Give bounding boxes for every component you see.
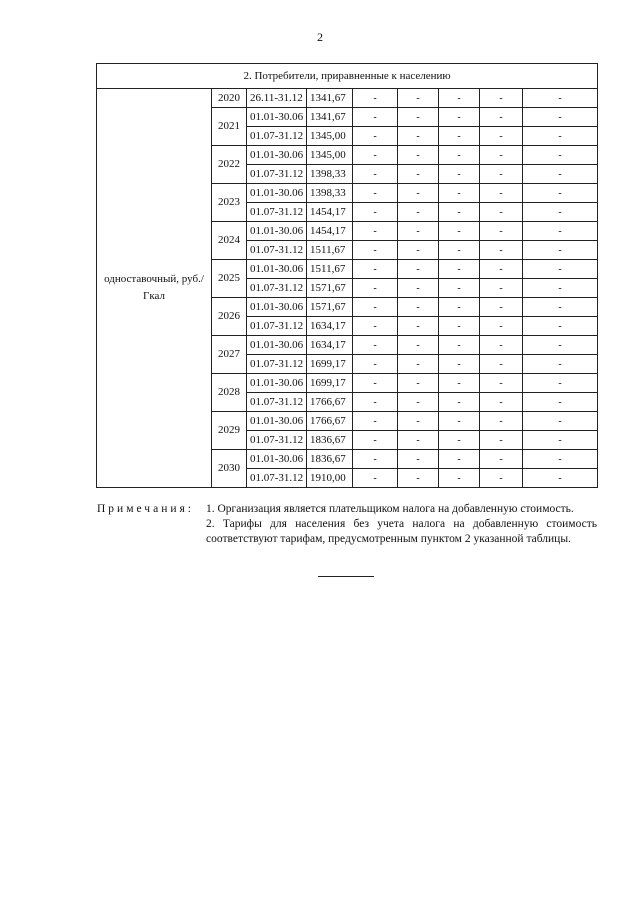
tariff-row bbox=[97, 89, 598, 108]
empty-value-cell: - bbox=[439, 336, 480, 355]
empty-value-cell: - bbox=[439, 469, 480, 488]
empty-value-cell: - bbox=[480, 431, 523, 450]
empty-value-cell: - bbox=[439, 298, 480, 317]
year-cell: 2021 bbox=[212, 108, 247, 146]
tariff-value-cell: 1699,17 bbox=[307, 355, 353, 374]
empty-value-cell: - bbox=[480, 355, 523, 374]
empty-value-cell: - bbox=[398, 260, 439, 279]
empty-value-cell: - bbox=[523, 412, 598, 431]
empty-value-cell: - bbox=[523, 355, 598, 374]
empty-value-cell: - bbox=[480, 469, 523, 488]
empty-value-cell: - bbox=[480, 165, 523, 184]
empty-value-cell: - bbox=[353, 393, 398, 412]
empty-value-cell: - bbox=[523, 431, 598, 450]
period-cell: 01.01-30.06 bbox=[247, 336, 307, 355]
empty-value-cell: - bbox=[480, 450, 523, 469]
empty-value-cell: - bbox=[398, 374, 439, 393]
empty-value-cell: - bbox=[523, 127, 598, 146]
empty-value-cell: - bbox=[523, 317, 598, 336]
empty-value-cell: - bbox=[353, 108, 398, 127]
empty-value-cell: - bbox=[398, 412, 439, 431]
period-cell: 01.01-30.06 bbox=[247, 222, 307, 241]
empty-value-cell: - bbox=[353, 260, 398, 279]
empty-value-cell: - bbox=[439, 355, 480, 374]
empty-value-cell: - bbox=[523, 298, 598, 317]
empty-value-cell: - bbox=[480, 127, 523, 146]
empty-value-cell: - bbox=[480, 279, 523, 298]
empty-value-cell: - bbox=[439, 279, 480, 298]
empty-value-cell: - bbox=[480, 393, 523, 412]
tariff-table bbox=[96, 63, 598, 488]
empty-value-cell: - bbox=[353, 450, 398, 469]
empty-value-cell: - bbox=[398, 279, 439, 298]
empty-value-cell: - bbox=[523, 374, 598, 393]
empty-value-cell: - bbox=[523, 336, 598, 355]
tariff-value-cell: 1766,67 bbox=[307, 412, 353, 431]
year-cell: 2022 bbox=[212, 146, 247, 184]
year-cell: 2028 bbox=[212, 374, 247, 412]
empty-value-cell: - bbox=[480, 89, 523, 108]
year-cell: 2025 bbox=[212, 260, 247, 298]
unit-label: одноставочный, руб./Гкал bbox=[97, 89, 212, 488]
empty-value-cell: - bbox=[480, 108, 523, 127]
period-cell: 01.01-30.06 bbox=[247, 146, 307, 165]
empty-value-cell: - bbox=[439, 222, 480, 241]
empty-value-cell: - bbox=[523, 393, 598, 412]
empty-value-cell: - bbox=[523, 450, 598, 469]
tariff-value-cell: 1341,67 bbox=[307, 108, 353, 127]
tariff-value-cell: 1398,33 bbox=[307, 165, 353, 184]
empty-value-cell: - bbox=[398, 203, 439, 222]
empty-value-cell: - bbox=[353, 222, 398, 241]
period-cell: 01.07-31.12 bbox=[247, 165, 307, 184]
tariff-value-cell: 1454,17 bbox=[307, 203, 353, 222]
empty-value-cell: - bbox=[523, 260, 598, 279]
year-cell: 2020 bbox=[212, 89, 247, 108]
empty-value-cell: - bbox=[480, 260, 523, 279]
tariff-value-cell: 1341,67 bbox=[307, 89, 353, 108]
section-title: 2. Потребители, приравненные к населению bbox=[97, 64, 598, 89]
empty-value-cell: - bbox=[353, 355, 398, 374]
year-cell: 2030 bbox=[212, 450, 247, 488]
empty-value-cell: - bbox=[398, 108, 439, 127]
empty-value-cell: - bbox=[398, 165, 439, 184]
empty-value-cell: - bbox=[523, 241, 598, 260]
empty-value-cell: - bbox=[480, 203, 523, 222]
empty-value-cell: - bbox=[398, 450, 439, 469]
period-cell: 01.07-31.12 bbox=[247, 203, 307, 222]
tariff-value-cell: 1345,00 bbox=[307, 127, 353, 146]
empty-value-cell: - bbox=[398, 184, 439, 203]
note-item-1: 1. Организация является плательщиком налога на добавленную стоимость. bbox=[206, 503, 574, 515]
empty-value-cell: - bbox=[480, 374, 523, 393]
period-cell: 01.01-30.06 bbox=[247, 298, 307, 317]
empty-value-cell: - bbox=[439, 89, 480, 108]
empty-value-cell: - bbox=[353, 298, 398, 317]
period-cell: 01.01-30.06 bbox=[247, 184, 307, 203]
empty-value-cell: - bbox=[353, 279, 398, 298]
empty-value-cell: - bbox=[439, 374, 480, 393]
period-cell: 01.07-31.12 bbox=[247, 317, 307, 336]
empty-value-cell: - bbox=[353, 127, 398, 146]
empty-value-cell: - bbox=[523, 89, 598, 108]
empty-value-cell: - bbox=[480, 241, 523, 260]
empty-value-cell: - bbox=[398, 317, 439, 336]
tariff-value-cell: 1634,17 bbox=[307, 336, 353, 355]
empty-value-cell: - bbox=[523, 469, 598, 488]
empty-value-cell: - bbox=[439, 203, 480, 222]
empty-value-cell: - bbox=[353, 165, 398, 184]
tariff-value-cell: 1836,67 bbox=[307, 450, 353, 469]
empty-value-cell: - bbox=[523, 222, 598, 241]
tariff-value-cell: 1571,67 bbox=[307, 298, 353, 317]
empty-value-cell: - bbox=[353, 317, 398, 336]
tariff-value-cell: 1699,17 bbox=[307, 374, 353, 393]
empty-value-cell: - bbox=[398, 127, 439, 146]
period-cell: 01.01-30.06 bbox=[247, 374, 307, 393]
tariff-value-cell: 1836,67 bbox=[307, 431, 353, 450]
empty-value-cell: - bbox=[353, 203, 398, 222]
year-cell: 2023 bbox=[212, 184, 247, 222]
empty-value-cell: - bbox=[439, 127, 480, 146]
empty-value-cell: - bbox=[439, 450, 480, 469]
empty-value-cell: - bbox=[523, 146, 598, 165]
empty-value-cell: - bbox=[439, 412, 480, 431]
empty-value-cell: - bbox=[353, 431, 398, 450]
empty-value-cell: - bbox=[353, 241, 398, 260]
period-cell: 01.07-31.12 bbox=[247, 241, 307, 260]
empty-value-cell: - bbox=[398, 431, 439, 450]
period-cell: 01.01-30.06 bbox=[247, 450, 307, 469]
empty-value-cell: - bbox=[398, 355, 439, 374]
period-cell: 01.01-30.06 bbox=[247, 412, 307, 431]
empty-value-cell: - bbox=[353, 89, 398, 108]
empty-value-cell: - bbox=[439, 146, 480, 165]
empty-value-cell: - bbox=[398, 336, 439, 355]
empty-value-cell: - bbox=[480, 336, 523, 355]
tariff-value-cell: 1910,00 bbox=[307, 469, 353, 488]
empty-value-cell: - bbox=[439, 184, 480, 203]
empty-value-cell: - bbox=[480, 222, 523, 241]
empty-value-cell: - bbox=[353, 336, 398, 355]
empty-value-cell: - bbox=[480, 184, 523, 203]
tariff-value-cell: 1345,00 bbox=[307, 146, 353, 165]
empty-value-cell: - bbox=[398, 146, 439, 165]
empty-value-cell: - bbox=[398, 241, 439, 260]
notes-label: Примечания: bbox=[97, 503, 194, 515]
empty-value-cell: - bbox=[439, 241, 480, 260]
closing-rule bbox=[318, 576, 374, 577]
empty-value-cell: - bbox=[398, 469, 439, 488]
empty-value-cell: - bbox=[398, 89, 439, 108]
period-cell: 01.07-31.12 bbox=[247, 469, 307, 488]
period-cell: 01.07-31.12 bbox=[247, 393, 307, 412]
empty-value-cell: - bbox=[398, 393, 439, 412]
empty-value-cell: - bbox=[439, 165, 480, 184]
empty-value-cell: - bbox=[439, 431, 480, 450]
empty-value-cell: - bbox=[480, 412, 523, 431]
empty-value-cell: - bbox=[439, 260, 480, 279]
period-cell: 01.01-30.06 bbox=[247, 108, 307, 127]
tariff-value-cell: 1634,17 bbox=[307, 317, 353, 336]
page-number: 2 bbox=[317, 30, 323, 44]
empty-value-cell: - bbox=[523, 203, 598, 222]
empty-value-cell: - bbox=[398, 222, 439, 241]
period-cell: 01.01-30.06 bbox=[247, 260, 307, 279]
empty-value-cell: - bbox=[523, 184, 598, 203]
empty-value-cell: - bbox=[523, 279, 598, 298]
period-cell: 01.07-31.12 bbox=[247, 127, 307, 146]
period-cell: 26.11-31.12 bbox=[247, 89, 307, 108]
empty-value-cell: - bbox=[439, 108, 480, 127]
empty-value-cell: - bbox=[353, 374, 398, 393]
year-cell: 2029 bbox=[212, 412, 247, 450]
tariff-value-cell: 1571,67 bbox=[307, 279, 353, 298]
empty-value-cell: - bbox=[353, 469, 398, 488]
period-cell: 01.07-31.12 bbox=[247, 355, 307, 374]
tariff-value-cell: 1454,17 bbox=[307, 222, 353, 241]
period-cell: 01.07-31.12 bbox=[247, 431, 307, 450]
period-cell: 01.07-31.12 bbox=[247, 279, 307, 298]
empty-value-cell: - bbox=[523, 165, 598, 184]
tariff-value-cell: 1511,67 bbox=[307, 260, 353, 279]
empty-value-cell: - bbox=[439, 393, 480, 412]
empty-value-cell: - bbox=[480, 146, 523, 165]
empty-value-cell: - bbox=[353, 146, 398, 165]
empty-value-cell: - bbox=[480, 298, 523, 317]
notes-body bbox=[206, 502, 597, 547]
tariff-table-body bbox=[97, 64, 598, 488]
note-item-2: 2. Тарифы для населения без учета налога на добавленную стоимость соответствуют тарифам, предусмотренным пунктом 2 указанной таблицы. bbox=[206, 518, 597, 545]
section-title-row bbox=[97, 64, 598, 89]
year-cell: 2026 bbox=[212, 298, 247, 336]
year-cell: 2027 bbox=[212, 336, 247, 374]
empty-value-cell: - bbox=[353, 412, 398, 431]
empty-value-cell: - bbox=[523, 108, 598, 127]
tariff-value-cell: 1766,67 bbox=[307, 393, 353, 412]
empty-value-cell: - bbox=[353, 184, 398, 203]
tariff-value-cell: 1511,67 bbox=[307, 241, 353, 260]
empty-value-cell: - bbox=[439, 317, 480, 336]
empty-value-cell: - bbox=[398, 298, 439, 317]
empty-value-cell: - bbox=[480, 317, 523, 336]
year-cell: 2024 bbox=[212, 222, 247, 260]
tariff-value-cell: 1398,33 bbox=[307, 184, 353, 203]
